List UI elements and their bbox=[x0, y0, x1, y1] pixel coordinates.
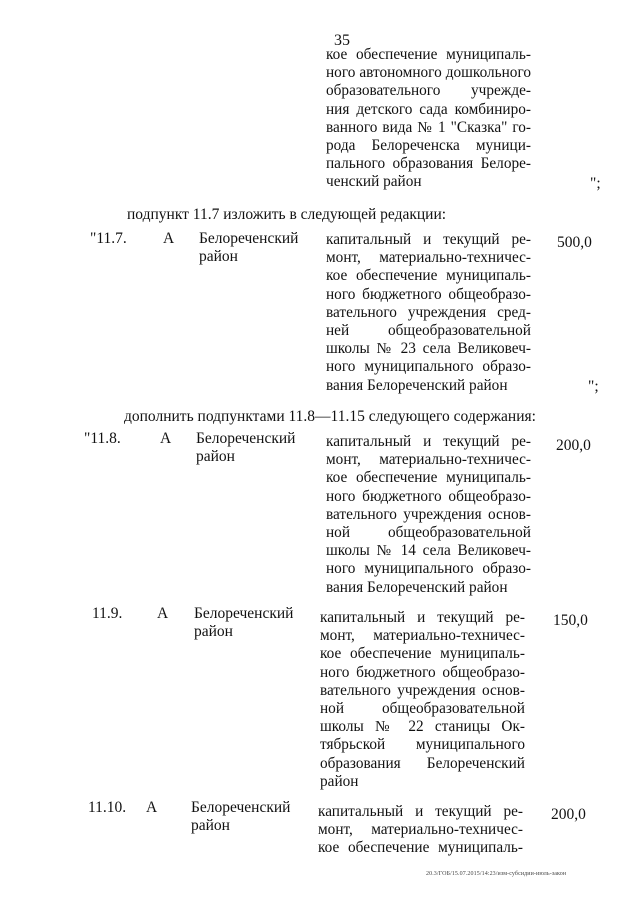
text-line: вательного учреждения сред- bbox=[326, 303, 531, 321]
text-line: ванного вида № 1 "Сказка" го- bbox=[326, 118, 531, 136]
item-description bbox=[326, 433, 531, 597]
text-line: ченский район bbox=[326, 173, 422, 191]
item-amount: 150,0 bbox=[553, 612, 588, 629]
text-line: район bbox=[320, 772, 359, 790]
item-category: А bbox=[157, 605, 169, 622]
text-line: ного бюджетного общеобразо- bbox=[326, 285, 531, 303]
text-line: образования Белореченский bbox=[320, 754, 525, 772]
text-line: кое обеспечение муниципаль- bbox=[318, 839, 523, 857]
text-line: школы № 23 села Великовеч- bbox=[326, 340, 531, 358]
text-line: вания Белореченский район bbox=[326, 578, 508, 596]
text-line: кое обеспечение муниципаль- bbox=[320, 645, 525, 663]
item-district: район bbox=[191, 817, 230, 834]
text-line: ней общеобразовательной bbox=[326, 321, 531, 339]
item-number: "11.7. bbox=[90, 230, 127, 247]
instruction-text: подпункт 11.7 изложить в следующей редакции: bbox=[127, 206, 447, 223]
item-district: Белореченский bbox=[199, 230, 299, 247]
text-line: школы № 14 села Великовеч- bbox=[326, 542, 531, 560]
text-line: монт, материально-техничес- bbox=[318, 821, 523, 839]
text-line: монт, материально-техничес- bbox=[326, 451, 531, 469]
item-category: А bbox=[160, 430, 172, 447]
text-line: школы № 22 станицы Ок- bbox=[320, 718, 525, 736]
text-line: капитальный и текущий ре- bbox=[326, 433, 531, 450]
text-line: ной общеобразовательной bbox=[326, 523, 531, 541]
item-district: Белореченский bbox=[196, 430, 296, 447]
item-category: А bbox=[163, 230, 175, 247]
text-line: вательного учреждения основ- bbox=[326, 505, 531, 523]
instruction-text: дополнить подпунктами 11.8—11.15 следующего содержания: bbox=[124, 408, 536, 425]
text-line: ной общеобразовательной bbox=[320, 699, 525, 717]
text-line: ного автономного дошкольного bbox=[326, 64, 531, 82]
item-description bbox=[320, 609, 525, 791]
text-line: ния детского сада комбиниро- bbox=[326, 100, 531, 118]
text-line: рода Белореченска муници- bbox=[326, 136, 531, 154]
text-line: кое обеспечение муниципаль- bbox=[326, 267, 531, 285]
item-amount: 200,0 bbox=[556, 437, 591, 454]
text-line: ного муниципального образо- bbox=[326, 358, 531, 376]
item-district: район bbox=[194, 623, 233, 640]
text-line: тябрьской муниципального bbox=[320, 736, 525, 754]
text-line: ного бюджетного общеобразо- bbox=[320, 663, 525, 681]
text-line: вания Белореченский район bbox=[326, 376, 508, 394]
text-line: капитальный и текущий ре- bbox=[326, 231, 531, 248]
text-line: монт, материально-техничес- bbox=[326, 249, 531, 267]
item-number: 11.10. bbox=[88, 799, 127, 816]
item-district: район bbox=[196, 448, 235, 465]
text-line: образовательного учрежде- bbox=[326, 82, 531, 100]
top-block-text bbox=[326, 46, 531, 192]
item-number: 11.9. bbox=[92, 605, 123, 622]
text-line: капитальный и текущий ре- bbox=[318, 803, 523, 820]
item-district: район bbox=[199, 248, 238, 265]
item-number: "11.8. bbox=[84, 430, 121, 447]
item-description bbox=[326, 231, 531, 395]
document-footer: 20.3/ГОБ/15.07.2015/14:23/изм-субсидии-июль-закон bbox=[426, 871, 567, 877]
item-district: Белореченский bbox=[194, 605, 294, 622]
text-line: ного бюджетного общеобразо- bbox=[326, 487, 531, 505]
text-line: вательного учреждения основ- bbox=[320, 681, 525, 699]
item-description bbox=[318, 803, 523, 858]
text-line: пального образования Белоре- bbox=[326, 155, 531, 173]
item-category: А bbox=[146, 799, 158, 816]
item-district: Белореченский bbox=[191, 799, 291, 816]
item-amount: 200,0 bbox=[551, 806, 586, 823]
text-line: капитальный и текущий ре- bbox=[320, 609, 525, 626]
item-amount: 500,0 bbox=[557, 234, 592, 251]
closing-quote: "; bbox=[588, 378, 599, 395]
text-line: кое обеспечение муниципаль- bbox=[326, 46, 531, 63]
closing-quote: "; bbox=[590, 175, 601, 192]
text-line: монт, материально-техничес- bbox=[320, 627, 525, 645]
text-line: ного муниципального образо- bbox=[326, 560, 531, 578]
text-line: кое обеспечение муниципаль- bbox=[326, 469, 531, 487]
page-number: 35 bbox=[334, 32, 350, 49]
